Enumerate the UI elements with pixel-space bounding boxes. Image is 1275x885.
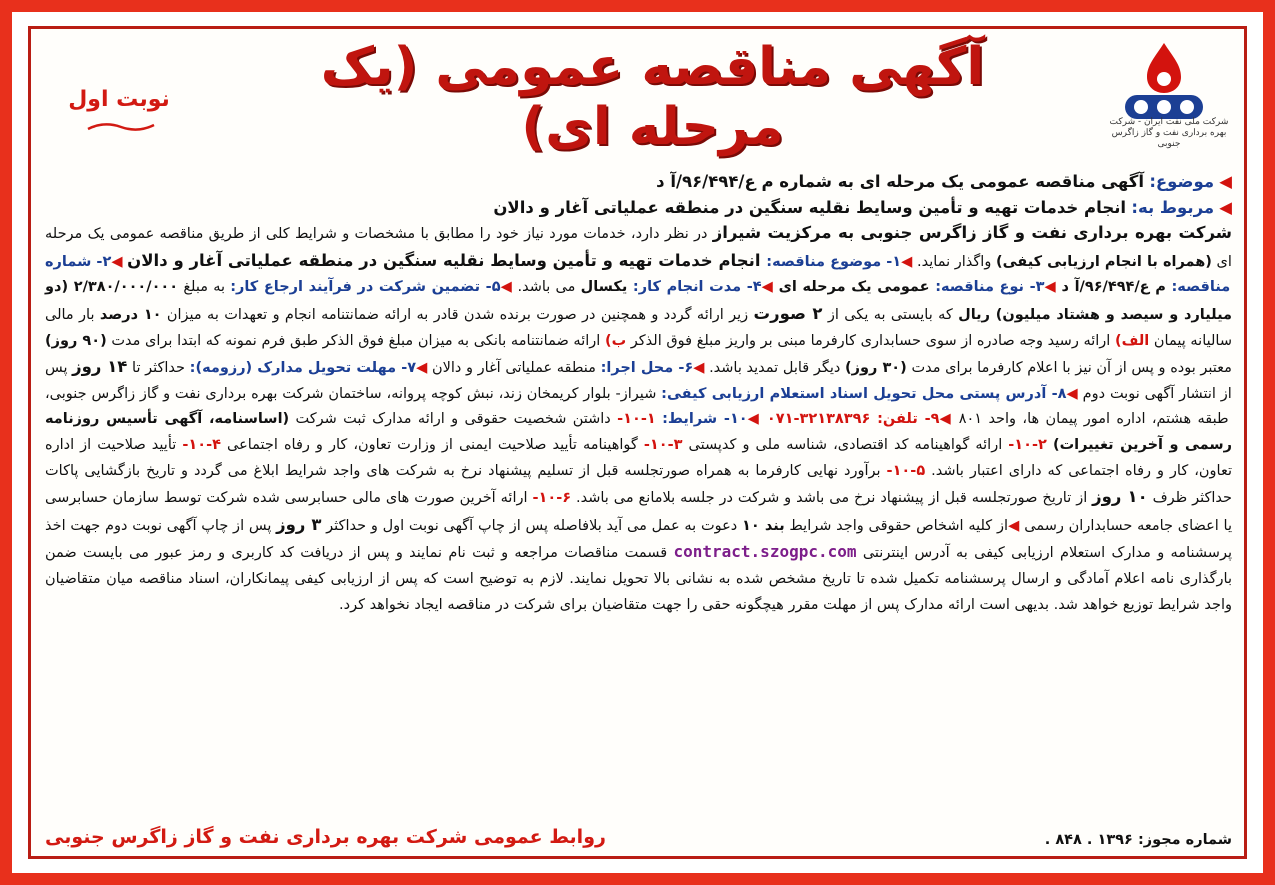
item2-label: ۲- شماره مناقصه:	[45, 253, 1231, 296]
item6-text: منطقه عملیاتی آغار و دالان	[431, 360, 601, 377]
item5-rest2: بار مالی سالیانه پیمان	[45, 306, 1232, 349]
publisher-signature: روابط عمومی شرکت بهره برداری نفت و گاز زاگرس جنوبی	[45, 826, 606, 848]
cond2-label: ۲-۱۰-	[1008, 436, 1047, 453]
closing-text4: قسمت مناقصات مراجعه و ثبت نام نمایند و پس از دریافت کد کاربری و رمز عبور می بایست ضمن بارگذاری نامه اعلام آمادگی و ارسال پرسشنامه تکمیل شده تا تاریخ مشخص شده به نشانی بالا تحویل نمایند. لازم به توضیح است که پس از ارزیابی کیفی پیمانکاران، اسناد مناقصه میان متقاضیان واجد شرایط توزیع خواهد شد. بدیهی است ارائه مدارک پس از مهلت مقرر هیچگونه حقی را جهت متقاضیان برای شرکت در مناقصه ایجاد نخواهد کرد.	[45, 545, 1232, 613]
cond1-paren: (اساسنامه، آگهی تأسیس روزنامه رسمی و آخرین تغییرات)	[45, 411, 1232, 453]
item5-a-label: الف)	[1114, 332, 1150, 349]
item7-text: حداکثر تا	[127, 360, 190, 377]
item5-b-label: ب)	[604, 332, 627, 349]
tender-website-link[interactable]: contract.szogpc.com	[673, 542, 857, 562]
item4-end: می باشد.	[517, 279, 581, 296]
item5-b-text: ارائه ضمانتنامه بانکی به میزان مبلغ فوق الذکر طبق فرم نمونه که ابتدا برای مدت	[106, 332, 605, 349]
item5-b-end: دیگر قابل تمدید باشد.	[709, 360, 846, 377]
bullet-arrow-icon: ◀	[416, 360, 428, 377]
item7-days: ۱۴ روز	[72, 357, 128, 377]
bullet-arrow-icon: ◀	[1008, 517, 1020, 534]
permit-number	[1045, 832, 1232, 848]
cond1-text: داشتن شخصیت حقوقی و ارائه مدارک ثبت شرکت	[289, 411, 618, 428]
company-logo-text: شرکت ملی نفت ایران - شرکت بهره برداری نفت و گاز زاگرس جنوبی	[1109, 117, 1229, 149]
cond3-label: ۳-۱۰-	[643, 436, 683, 453]
bullet-arrow-icon: ◀	[761, 279, 774, 296]
intro-text: در نظر دارد، خدمات مورد نیاز خود را مطابق با مشخصات و شرایط کلی از طریق مناقصه عمومی یک مرحله ای	[45, 226, 1232, 270]
item1-label: ۱- موضوع مناقصه:	[766, 253, 902, 270]
item3-label: ۳- نوع مناقصه:	[935, 279, 1045, 296]
item10-label: ۱۰- شرایط:	[662, 411, 748, 428]
item5-amount: ۲/۳۸۰/۰۰۰/۰۰۰ (دو میلیارد و سیصد و هشتاد میلیون) ریال	[45, 279, 1232, 323]
cond5-label: ۵-۱۰-	[886, 462, 926, 479]
item8-label: ۸- آدرس پستی محل تحویل اسناد استعلام ارزیابی کیفی:	[661, 385, 1067, 402]
bullet-arrow-icon: ◀	[500, 279, 513, 296]
page-title: آگهی مناقصه عمومی (یک مرحله ای)	[320, 37, 985, 157]
item5-rest1: زیر ارائه گردد و همچنین در صورت برنده شدن قادر به ارائه ضمانتنامه انجام و تعهدات به میزان	[161, 306, 754, 323]
intro-company: شرکت بهره برداری نفت و گاز زاگرس جنوبی به مرکزیت شیراز	[712, 223, 1232, 243]
notice-body	[28, 26, 1247, 859]
bullet-arrow-icon: ◀	[939, 411, 953, 428]
underline-swash	[86, 121, 156, 133]
bullet-arrow-icon: ◀	[1066, 385, 1078, 402]
cond4-label: ۴-۱۰-	[182, 436, 221, 453]
item5-label: ۵- تضمین شرکت در فرآیند ارجاع کار:	[230, 279, 501, 296]
notice-paragraph	[45, 223, 1233, 613]
item5-b-days2: (۳۰ روز)	[845, 360, 907, 377]
item6-label: ۶- محل اجرا:	[600, 360, 694, 377]
related-label: مربوط به:	[1131, 197, 1215, 217]
bullet-arrow-icon: ◀	[1044, 279, 1057, 296]
item7-text2: پس از انتشار آگهی نوبت دوم	[45, 360, 1232, 402]
item5-mid: که بایستی به یکی از	[822, 306, 959, 323]
intro-end: واگذار نماید.	[917, 253, 996, 270]
cond2-text: ارائه گواهینامه کد اقتصادی، شناسه ملی و کدپستی	[682, 436, 1009, 453]
item9-label: ۹- تلفن:	[877, 411, 940, 428]
item1-text: انجام خدمات تهیه و تأمین وسایط نقلیه سنگین در منطقه عملیاتی آغار و دالان	[127, 250, 767, 270]
cond1-label: ۱-۱۰-	[617, 411, 656, 428]
cond5-text2: از تاریخ صورتجلسه قبل از پیشنهاد نرخ می باشد و شرکت در جلسه بلامانع می باشد.	[571, 490, 1093, 507]
item5-pre: به مبلغ	[178, 279, 231, 296]
closing-band: بند ۱۰	[741, 517, 785, 534]
related-text: انجام خدمات تهیه و تأمین وسایط نقلیه سنگین در منطقه عملیاتی آغار و دالان	[493, 197, 1127, 217]
item4-text: یکسال	[580, 279, 633, 296]
subject-text: آگهی مناقصه عمومی یک مرحله ای به شماره م ع/۹۶/۴۹۴/آ د	[656, 172, 1145, 191]
item7-label: ۷- مهلت تحویل مدارک (رزومه):	[189, 360, 417, 377]
item9-phone: ۳۲۱۳۸۳۹۶-۰۷۱	[766, 411, 878, 428]
cond6-text: ارائه آخرین صورت های مالی حسابرسی شده شرکت توسط سازمان حسابرسی یا اعضای جامعه حسابداران رسمی	[45, 490, 1233, 534]
cond5-days: ۱۰ روز	[1092, 487, 1148, 507]
item4-label: ۴- مدت انجام کار:	[632, 279, 762, 296]
item5-b-text2: معتبر بوده و پس از آن نیز با اعلام کارفرما برای مدت	[906, 360, 1232, 377]
bullet-arrow-icon: ◀	[747, 411, 761, 428]
notice-header	[31, 29, 1244, 164]
closing-text3: پس از چاپ آگهی نوبت دوم جهت اخذ پرسشنامه و مدارک استعلام ارزیابی کیفی به آدرس اینترنتی	[45, 517, 1232, 562]
item2-text: م ع/۹۶/۴۹۴/آ د	[1061, 279, 1172, 296]
closing-days: ۳ روز	[276, 514, 322, 534]
item5-percent: ۱۰ درصد	[99, 306, 162, 323]
bullet-arrow-icon: ◀	[901, 253, 913, 270]
notice-content	[45, 169, 1232, 618]
closing-text1: از کلیه اشخاص حقوقی واجد شرایط	[784, 517, 1009, 534]
item5-b-days: (۹۰ روز)	[45, 332, 107, 349]
cond5-text: برآورد نهایی کارفرما به همراه صورتجلسه قبل از تسلیم پیشنهاد نرخ به شرکت های واجد شرایط ابلاغ می گردد و تاریخ بازگشایی پاکات حداکثر ظرف	[45, 462, 1232, 507]
subject-label: موضوع:	[1149, 172, 1215, 191]
item5-a-text: ارائه رسید وجه صادره از سوی حسابداری کارفرما مبنی بر واریز مبلغ فوق الذکر	[626, 332, 1115, 349]
bullet-arrow-icon: ◀	[693, 360, 705, 377]
bullet-arrow-icon: ◀	[111, 253, 123, 270]
cond6-label: ۶-۱۰-	[532, 490, 572, 507]
item8-text: شیراز- بلوار کریمخان زند، نبش کوچه پروانه، ساختمان شرکت بهره برداری نفت و گاز زاگرس جنوبی، طبقه هشتم، اداره امور پیمان ها، واحد ۸۰۱	[45, 385, 1229, 428]
round-label: نوبت اول	[68, 87, 170, 112]
item3-text: عمومی یک مرحله ای	[778, 279, 936, 296]
item5-forms: ۲ صورت	[753, 303, 823, 323]
bullet-arrow-icon: ◀	[1219, 197, 1232, 217]
permit-value: ۱۳۹۶ . ۸۴۸ .	[1044, 832, 1133, 848]
permit-label: شماره مجوز:	[1137, 832, 1232, 848]
closing-text2: دعوت به عمل می آید بلافاصله پس از چاپ آگهی نوبت اول و حداکثر	[321, 517, 742, 534]
intro-paren: (همراه با انجام ارزیابی کیفی)	[996, 253, 1212, 270]
cond3-text: گواهینامه تأیید صلاحیت ایمنی از وزارت تعاون، کار و رفاه اجتماعی	[220, 436, 644, 453]
bullet-arrow-icon: ◀	[1219, 172, 1232, 191]
cond4-text: تأیید صلاحیت از اداره تعاون، کار و رفاه اجتماعی که دارای اعتبار باشد.	[45, 436, 1232, 479]
